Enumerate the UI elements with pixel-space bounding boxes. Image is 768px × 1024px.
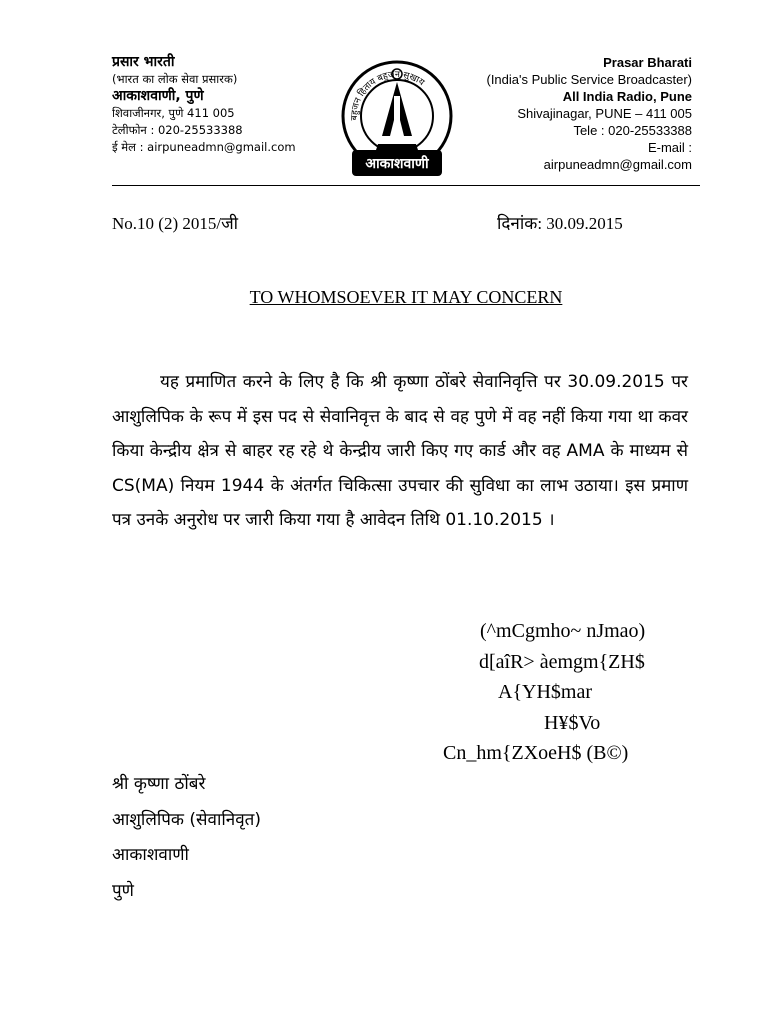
- letter-date: दिनांक: 30.09.2015: [497, 214, 623, 233]
- email-hindi: ई मेल : airpuneadmn@gmail.com: [112, 140, 296, 154]
- header-right-english: [486, 54, 692, 173]
- email: airpuneadmn@gmail.com: [543, 157, 692, 172]
- signature-line: d[aîR> àemgm{ZH$: [479, 650, 645, 673]
- station-name-hindi: आकाशवाणी, पुणे: [112, 88, 204, 104]
- org-name: Prasar Bharati: [603, 55, 692, 70]
- email-label: E-mail :: [647, 140, 692, 155]
- letter-heading: TO WHOMSOEVER IT MAY CONCERN: [249, 287, 563, 307]
- letter-body: [112, 365, 688, 538]
- logo-banner-text: आकाशवाणी: [365, 156, 429, 172]
- address: Shivajinagar, PUNE – 411 005: [517, 106, 692, 121]
- body-paragraph: यह प्रमाणित करने के लिए है कि श्री कृष्णा ठोंबरे सेवानिवृत्ति पर 30.09.2015 पर आशुलिपिक के रूप में इस पद से सेवानिवृत्त के बाद से वह पुणे में वह नहीं किया गया था कवर किया केन्द्रीय क्षेत्र से बाहर रह रहे थे केन्द्रीय जारी किए गए कार्ड और वह AMA के माध्यम से CS(MA) नियम 1944 के अंतर्गत चिकित्सा उपचार की सुविधा का लाभ उठाया। इस प्रमाण पत्र उनके अनुरोध पर जारी किया गया है आवेदन तिथि 01.10.2015 ।: [112, 372, 688, 530]
- signature-line: H¥$Vo: [544, 711, 601, 734]
- recipient-address: [112, 767, 261, 909]
- phone: Tele : 020-25533388: [573, 123, 692, 138]
- recipient-line: आशुलिपिक (सेवानिवृत): [112, 809, 261, 830]
- signature-line: Cn_hm{ZXoeH$ (B©): [443, 742, 629, 764]
- logo-ring-text: बहुजन हिताय बहुजन सुखाय: [349, 70, 426, 121]
- signature-block: [440, 616, 700, 769]
- tagline-hindi: (भारत का लोक सेवा प्रसारक): [112, 72, 238, 86]
- header-divider: [112, 185, 700, 186]
- header-left-hindi: [112, 54, 296, 156]
- air-logo-icon: [338, 58, 456, 180]
- station-name: All India Radio, Pune: [562, 89, 692, 104]
- address-hindi: शिवाजीनगर, पुणे 411 005: [112, 106, 235, 120]
- recipient-line: आकाशवाणी: [112, 845, 189, 865]
- signature-line: A{YH$mar: [498, 681, 593, 703]
- org-name-hindi: प्रसार भारती: [112, 54, 175, 70]
- phone-hindi: टेलीफोन : 020-25533388: [112, 123, 243, 137]
- recipient-line: श्री कृष्णा ठोंबरे: [112, 774, 206, 794]
- tagline: (India's Public Service Broadcaster): [486, 72, 692, 87]
- signature-line: (^mCgmho~ nJmao): [480, 620, 646, 642]
- recipient-line: पुणे: [112, 880, 134, 901]
- reference-number: No.10 (2) 2015/जी: [112, 214, 239, 233]
